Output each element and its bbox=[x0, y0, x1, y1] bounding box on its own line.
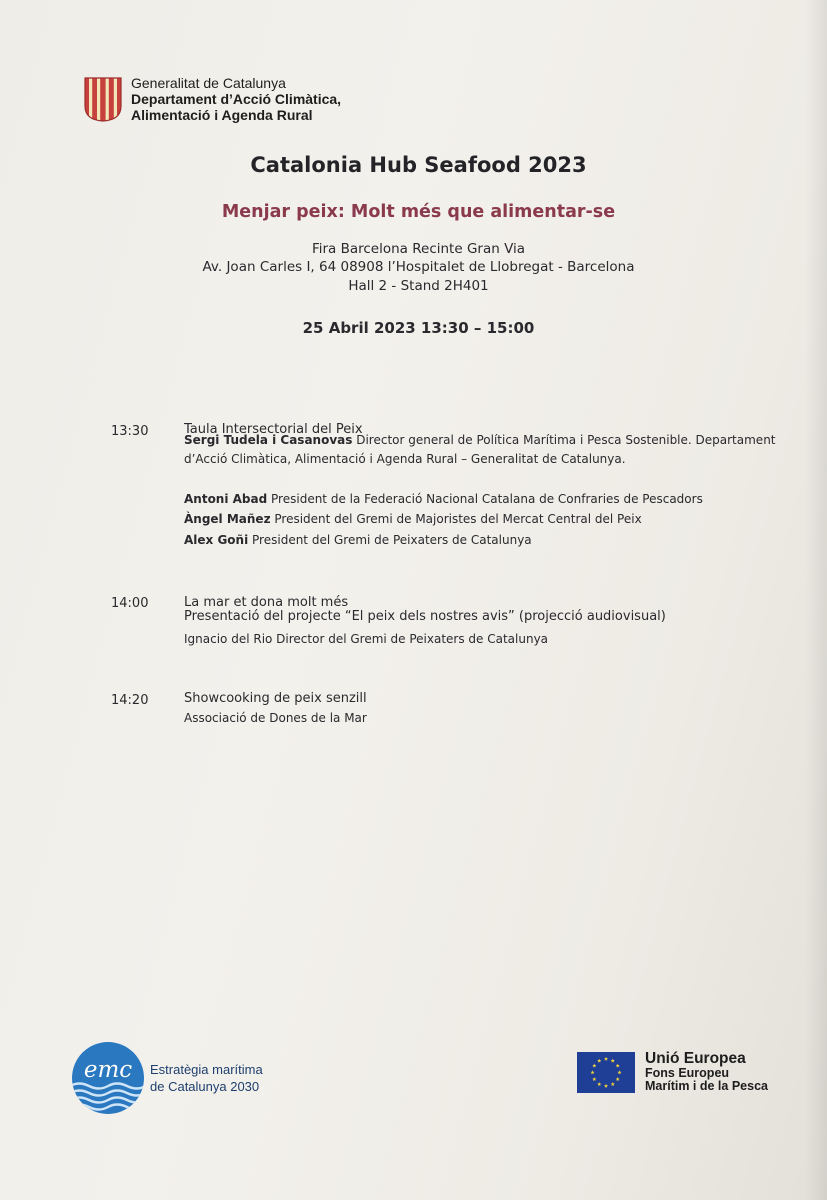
eu-line-1: Unió Europea bbox=[645, 1050, 746, 1067]
venue-name: Fira Barcelona Recinte Gran Via bbox=[311, 241, 526, 257]
agenda-speaker-line bbox=[184, 632, 548, 646]
agenda-speaker-line bbox=[184, 512, 642, 526]
venue-stand: Hall 2 - Stand 2H401 bbox=[348, 278, 489, 294]
senyera-bars-icon bbox=[84, 76, 122, 122]
agenda-time: 14:00 bbox=[111, 596, 149, 611]
speaker-role: Ignacio del Rio Director del Gremi de Peixaters de Catalunya bbox=[184, 632, 549, 646]
speaker-name: Àngel Mañez bbox=[184, 512, 271, 526]
eu-line-2: Fons Europeu bbox=[645, 1066, 730, 1080]
event-subtitle: Menjar peix: Molt més que alimentar-se bbox=[221, 202, 616, 222]
speaker-role: President del Gremi de Peixaters de Catalunya bbox=[248, 533, 532, 547]
department-line-2: Alimentació i Agenda Rural bbox=[131, 107, 313, 123]
org-name: Generalitat de Catalunya bbox=[131, 75, 286, 91]
eu-stars-flag-icon bbox=[577, 1052, 635, 1093]
emc-line-2: de Catalunya 2030 bbox=[150, 1079, 260, 1094]
event-title: Catalonia Hub Seafood 2023 bbox=[250, 153, 587, 177]
event-date: 25 Abril 2023 13:30 – 15:00 bbox=[302, 319, 535, 337]
speaker-name: Sergi Tudela i Casanovas bbox=[184, 433, 353, 447]
eu-line-3: Marítim i de la Pesca bbox=[645, 1079, 768, 1093]
venue-address: Av. Joan Carles I, 64 08908 l’Hospitalet de Llobregat - Barcelona bbox=[202, 259, 635, 275]
speaker-name: Antoni Abad bbox=[184, 492, 268, 506]
speaker-role: President de la Federació Nacional Catalana de Confraries de Pescadors bbox=[267, 492, 703, 506]
page-shadow bbox=[805, 0, 827, 1200]
department-line-1: Departament d’Acció Climàtica, bbox=[131, 91, 342, 107]
eu-label bbox=[645, 1050, 768, 1093]
agenda-item-title: La mar et dona molt més bbox=[184, 595, 349, 610]
speaker-name: Alex Goñi bbox=[184, 533, 249, 547]
agenda-item-title: Showcooking de peix senzill bbox=[184, 691, 367, 706]
speaker-role: d’Acció Climàtica, Alimentació i Agenda Rural – Generalitat de Catalunya. bbox=[184, 452, 626, 466]
emc-logo-icon bbox=[70, 1040, 146, 1116]
emc-line-1: Estratègia marítima bbox=[150, 1062, 263, 1077]
speaker-role: Associació de Dones de la Mar bbox=[184, 711, 367, 725]
agenda-time: 14:20 bbox=[111, 693, 149, 708]
agenda-speaker-line bbox=[184, 452, 626, 466]
agenda-item-title: Taula Intersectorial del Peix bbox=[184, 422, 363, 437]
agenda-speaker-line bbox=[184, 492, 703, 506]
emc-badge-text: emc bbox=[83, 1057, 133, 1083]
emc-label bbox=[150, 1061, 263, 1095]
agenda-time: 13:30 bbox=[111, 424, 149, 439]
agenda-speaker-line bbox=[184, 433, 776, 447]
agenda-speaker-line bbox=[184, 711, 367, 725]
speaker-role: President del Gremi de Majoristes del Mercat Central del Peix bbox=[270, 512, 642, 526]
agenda-item-subtitle: Presentació del projecte “El peix dels nostres avis” (projecció audiovisual) bbox=[184, 609, 666, 624]
speaker-role: Director general de Política Marítima i Pesca Sostenible. Departament bbox=[352, 433, 776, 447]
generalitat-logo bbox=[84, 73, 384, 125]
agenda-speaker-line bbox=[184, 533, 532, 547]
